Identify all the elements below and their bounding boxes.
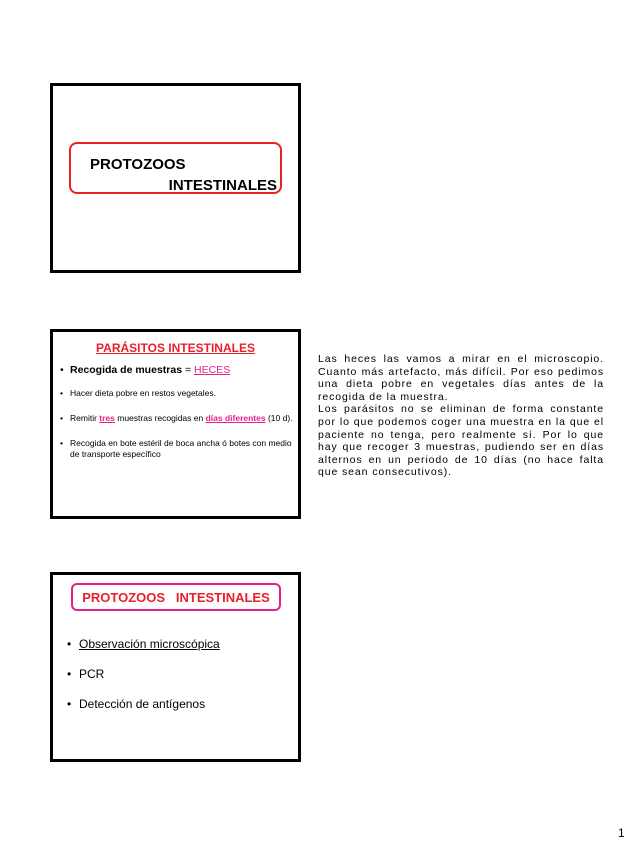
bullet-3-mid: muestras recogidas en <box>114 413 206 423</box>
slide-1-title-line2: INTESTINALES <box>168 177 277 194</box>
bullet-dot: • <box>67 667 72 681</box>
slide-1 <box>50 83 301 273</box>
slide-2-bullet-2 <box>60 388 296 399</box>
bullet-1-equals: = <box>182 364 195 376</box>
bullet-dot: • <box>67 697 72 711</box>
dias-diferentes-highlight: días diferentes <box>205 413 266 423</box>
bullet-4-text: Recogida en bote estéril de boca ancha ó botes con medio de transporte específico <box>70 438 292 459</box>
bullet-dot: • <box>67 637 72 651</box>
item-pcr: PCR <box>79 667 105 681</box>
bullet-1-label: Recogida de muestras <box>70 364 183 376</box>
page-number: 1 <box>618 826 625 840</box>
bullet-dot: • <box>60 388 63 398</box>
slide-2-notes <box>318 353 604 479</box>
notes-paragraph-2: Los parásitos no se eliminan de forma constante por lo que podemos coger una muestra en la que el paciente no tenga, pero realmente sí. Por lo que hay que recoger 3 muestras, pudiendo ser en días alternos en un periodo de 10 días (no hace falta que sean consecutivos). <box>318 403 604 479</box>
slide-2-title: PARÁSITOS INTESTINALES <box>96 341 255 355</box>
slide-3-bullet-2 <box>67 667 220 697</box>
bullet-3-pre: Remitir <box>70 413 100 423</box>
item-deteccion: Detección de antígenos <box>79 697 206 711</box>
slide-2-bullet-list <box>60 364 296 474</box>
slide-3-title: PROTOZOOS INTESTINALES <box>82 589 270 605</box>
bullet-dot: • <box>60 438 63 448</box>
slide-3-bullet-3 <box>67 697 220 727</box>
slide-3-bullet-1 <box>67 637 220 667</box>
slide-2-bullet-3 <box>60 413 296 424</box>
bullet-2-text: Hacer dieta pobre en restos vegetales. <box>70 388 217 398</box>
bullet-3-post: (10 d). <box>265 413 293 423</box>
tres-highlight: tres <box>99 413 115 423</box>
heces-link: HECES <box>194 364 231 376</box>
item-observacion: Observación microscópica <box>79 637 220 651</box>
slide-2-bullet-1 <box>60 364 296 377</box>
slide-1-title-line1: PROTOZOOS <box>90 156 186 173</box>
slide-3 <box>50 572 301 762</box>
bullet-dot: • <box>60 364 64 376</box>
slide-3-bullet-list <box>67 637 220 727</box>
slide-3-title-box <box>71 583 281 611</box>
bullet-dot: • <box>60 413 63 423</box>
slide-2-bullet-4 <box>60 438 296 460</box>
slide-1-title-box <box>69 142 282 194</box>
slide-2 <box>50 329 301 519</box>
notes-paragraph-1: Las heces las vamos a mirar en el microscopio. Cuanto más artefacto, más difícil. Por eso pedimos una dieta pobre en vegetales días antes de la recogida de la muestra. <box>318 353 604 403</box>
